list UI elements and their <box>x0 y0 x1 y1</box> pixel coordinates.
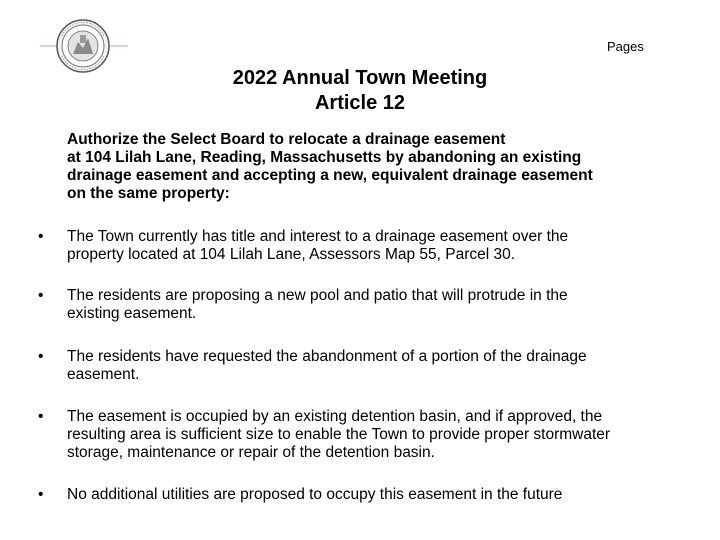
bullet-glyph: • <box>38 408 44 425</box>
bullet-line: The easement is occupied by an existing detention basin, and if approved, the <box>67 408 603 425</box>
bullet-glyph: • <box>38 228 44 245</box>
page-title <box>0 66 720 116</box>
bullet-line: property located at 104 Lilah Lane, Assessors Map 55, Parcel 30. <box>67 246 516 263</box>
article-intro <box>67 131 707 203</box>
bullet-line: existing easement. <box>67 305 197 322</box>
intro-line: Authorize the Select Board to relocate a drainage easement <box>67 131 506 148</box>
bullet-glyph: • <box>38 348 44 365</box>
bullet-line: The Town currently has title and interest to a drainage easement over the <box>67 228 569 245</box>
title-line-1: 2022 Annual Town Meeting <box>232 67 488 89</box>
bullet-line: easement. <box>67 366 140 383</box>
bullet-line: storage, maintenance or repair of the detention basin. <box>67 444 435 461</box>
bullet-line: resulting area is sufficient size to enable the Town to provide proper stormwater <box>67 426 611 443</box>
bullet-line: The residents have requested the abandonment of a portion of the drainage <box>67 348 587 365</box>
pages-label: Pages <box>607 39 644 54</box>
bullet-glyph: • <box>38 287 44 304</box>
intro-line: drainage easement and accepting a new, equivalent drainage easement <box>67 167 593 184</box>
intro-line: on the same property: <box>67 185 230 202</box>
bullet-line: The residents are proposing a new pool and patio that will protrude in the <box>67 287 568 304</box>
bullet-line: No additional utilities are proposed to occupy this easement in the future <box>67 486 563 503</box>
intro-line: at 104 Lilah Lane, Reading, Massachusetts by abandoning an existing <box>67 149 582 166</box>
title-line-2: Article 12 <box>314 92 406 114</box>
bullet-glyph: • <box>38 486 44 503</box>
